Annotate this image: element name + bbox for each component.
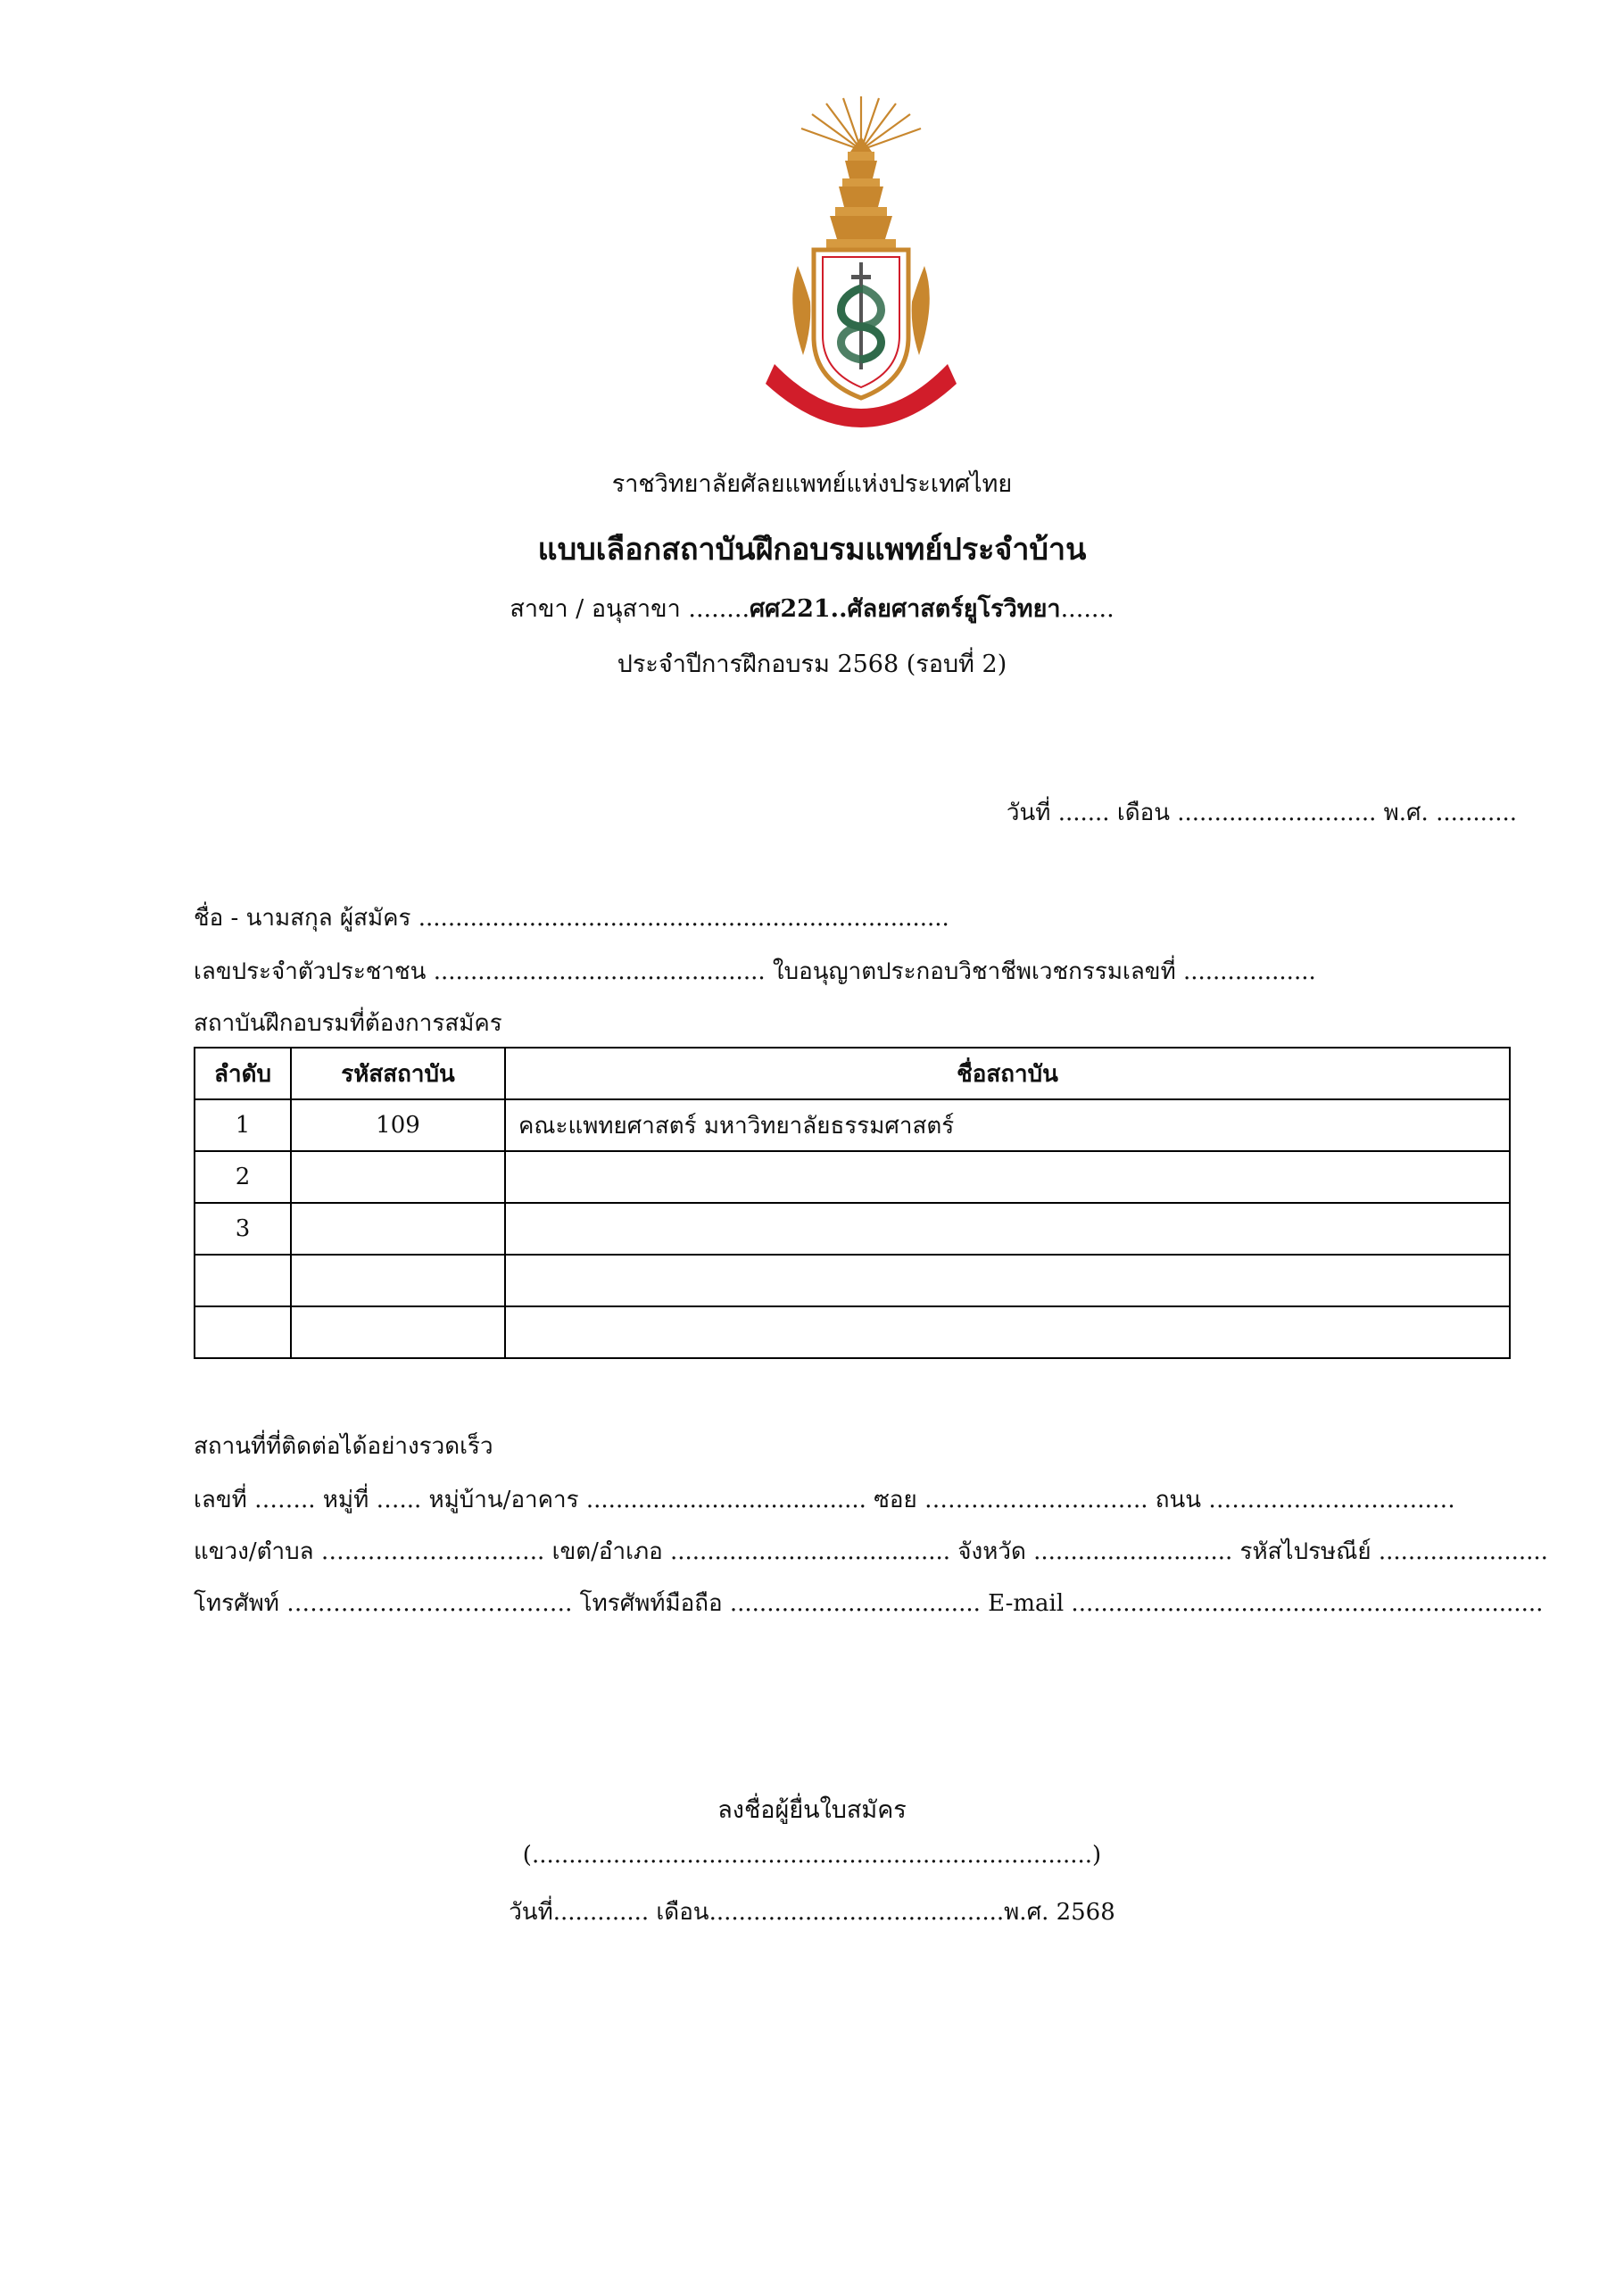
name-cell: [505, 1306, 1510, 1358]
header-order: ลำดับ: [195, 1048, 291, 1099]
table-row: [195, 1255, 1510, 1306]
branch-line: [0, 589, 1624, 627]
table-row: [195, 1306, 1510, 1358]
code-cell: 109: [291, 1099, 505, 1151]
name-cell: [505, 1151, 1510, 1203]
code-cell: [291, 1151, 505, 1203]
table-row: [195, 1203, 1510, 1255]
order-cell: 1: [195, 1099, 291, 1151]
contact-label: สถานที่ที่ติดต่อได้อย่างรวดเร็ว: [194, 1433, 493, 1460]
date-field: วันที่ ....... เดือน ........................... พ.ศ. ...........: [1006, 800, 1517, 826]
order-cell: [195, 1306, 291, 1358]
code-cell: [291, 1306, 505, 1358]
institutions-label: สถาบันฝึกอบรมที่ต้องการสมัคร: [194, 1010, 502, 1037]
header-institution-name: ชื่อสถาบัน: [505, 1048, 1510, 1099]
table-row: [195, 1099, 1510, 1151]
institutions-table: [194, 1047, 1511, 1359]
institution-name: ราชวิทยาลัยศัลยแพทย์แห่งประเทศไทย: [611, 470, 1013, 498]
royal-college-of-surgeons-emblem-icon: [758, 96, 964, 444]
table-header-row: [195, 1048, 1510, 1099]
name-cell: [505, 1203, 1510, 1255]
signature-line: (............................................................................): [522, 1842, 1102, 1869]
address-line-1: เลขที่ …….. หมู่ที่ …... หมู่บ้าน/อาคาร ...................................... ซอย ……………………….. ถนน ………………………..…: [194, 1487, 1455, 1513]
applicant-name-field: ชื่อ - นามสกุล ผู้สมัคร ........................................................................: [194, 905, 949, 932]
branch-suffix: .......: [1060, 595, 1114, 623]
branch-value: ศศ221..ศัลยศาสตร์ยูโรวิทยา: [750, 595, 1061, 623]
order-cell: [195, 1255, 291, 1306]
table-row: [195, 1151, 1510, 1203]
order-cell: 3: [195, 1203, 291, 1255]
name-cell: คณะแพทยศาสตร์ มหาวิทยาลัยธรรมศาสตร์: [505, 1099, 1510, 1151]
signature-date: วันที่............. เดือน........................................พ.ศ. 2568: [509, 1899, 1115, 1926]
training-year: ประจำปีการฝึกอบรม 2568 (รอบที่ 2): [617, 651, 1007, 678]
form-title: แบบเลือกสถาบันฝึกอบรมแพทย์ประจำบ้าน: [537, 532, 1087, 568]
signature-label: ลงชื่อผู้ยื่นใบสมัคร: [717, 1796, 907, 1824]
header-institution-code: รหัสสถาบัน: [291, 1048, 505, 1099]
code-cell: [291, 1255, 505, 1306]
code-cell: [291, 1203, 505, 1255]
branch-prefix: สาขา / อนุสาขา ........: [510, 595, 750, 623]
id-license-field: เลขประจำตัวประชาชน ............................................. ใบอนุญาตประกอบวิชาชีพเวชกรรมเลขที่ ..................: [194, 958, 1316, 985]
address-line-2: แขวง/ตำบล ……………………….. เขต/อำเภอ ...................................... จังหวัด ........................... รหัสไปรษณีย์ .......................: [194, 1538, 1548, 1565]
phone-email-line: โทรศัพท์ ………………………………. โทรศัพท์มือถือ .................................. E-mail ................................................................: [194, 1590, 1544, 1617]
order-cell: 2: [195, 1151, 291, 1203]
name-cell: [505, 1255, 1510, 1306]
